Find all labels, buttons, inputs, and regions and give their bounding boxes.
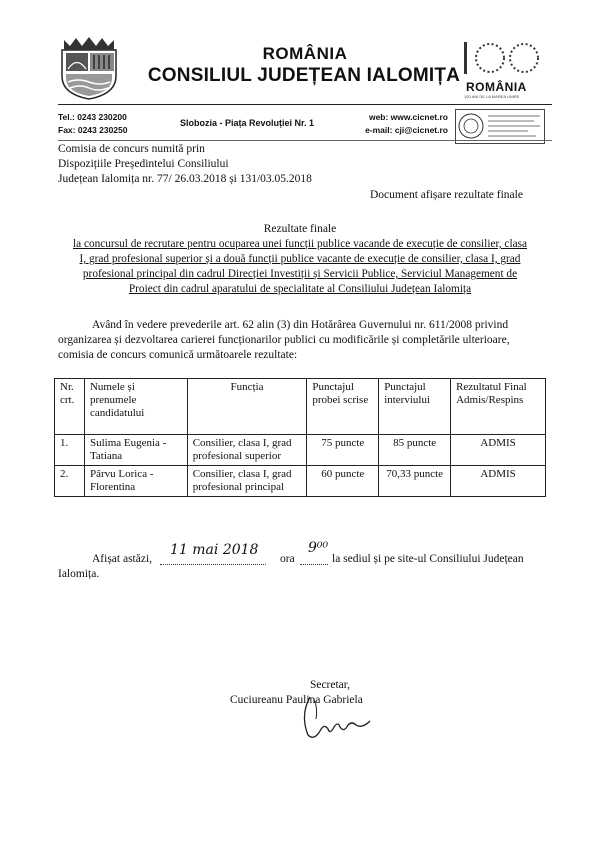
handwritten-signature [300, 695, 380, 745]
header-phone: Tel.: 0243 230200 [58, 112, 127, 122]
secretary-name: Cuciureanu Paulina Gabriela [230, 694, 363, 706]
posted-hour-field [300, 540, 328, 565]
header-country: ROMÂNIA [262, 44, 348, 63]
county-coat-of-arms [58, 36, 120, 100]
table-row [55, 435, 546, 466]
row-2-name: Pârvu Lorica - Florentina [84, 466, 187, 497]
header-email: e-mail: cji@cicnet.ro [365, 125, 448, 135]
header-web: web: www.cicnet.ro [368, 112, 448, 122]
row-1-result: ADMIS [451, 435, 546, 466]
posted-hour-handwritten: 9⁰⁰ [308, 540, 329, 556]
posted-date-field [160, 540, 266, 565]
header-position: Funcția [187, 379, 307, 435]
body-line-3: comisia de concurs comunică următoarele rezultate: [58, 349, 298, 361]
body-line-2: organizarea și dezvoltarea carierei funcționarilor publici cu modificările și completările ulterioare, [58, 334, 510, 346]
results-table [54, 378, 546, 497]
header-written-score: Punctajul probei scrise [307, 379, 379, 435]
commission-line-1: Comisia de concurs numită prin [58, 143, 205, 155]
title-line-3: profesional principal din cadrul Direcției Investiții și Servicii Publice, Serviciul Management de [82, 268, 518, 280]
document-type: Document afișare rezultate finale [370, 189, 523, 201]
row-2-result: ADMIS [451, 466, 546, 497]
header-nr: Nr. crt. [55, 379, 85, 435]
posted-line-2: Ialomița. [58, 568, 100, 580]
commission-line-2: Dispozițiile Președintelui Consiliului [58, 158, 229, 170]
row-1-interview-score: 85 puncte [379, 435, 451, 466]
header-final-result: Rezultatul Final Admis/Respins [451, 379, 546, 435]
header-fax: Fax: 0243 230250 [58, 125, 128, 135]
title-line-4: Proiect din cadrul aparatului de specialitate al Consiliului Județean Ialomița [128, 283, 472, 295]
table-row [55, 466, 546, 497]
posted-hour-label: ora [280, 553, 295, 565]
row-1-nr: 1. [55, 435, 85, 466]
row-1-name: Sulima Eugenia - Tatiana [84, 435, 187, 466]
body-line-1: Având în vedere prevederile art. 62 alin (3) din Hotărârea Guvernului nr. 611/2008 privind [92, 319, 509, 331]
row-2-interview-score: 70,33 puncte [379, 466, 451, 497]
posted-date-handwritten: 11 mai 2018 [170, 542, 259, 558]
header-candidate-name: Numele și prenumele candidatului [84, 379, 187, 435]
title-line-1: la concursul de recrutare pentru ocuparea unei funcții publice vacande de execuție de consilier, clasa [72, 238, 528, 250]
header-council-name: CONSILIUL JUDEȚEAN IALOMIȚA [147, 65, 461, 86]
posted-prefix: Afișat astăzi, [92, 553, 153, 565]
romania-centenary-logo [458, 36, 548, 102]
row-1-written-score: 75 puncte [307, 435, 379, 466]
iso-certification-stamp [455, 109, 545, 144]
table-header-row [55, 379, 546, 435]
row-2-written-score: 60 puncte [307, 466, 379, 497]
header-divider [58, 104, 552, 105]
logo-subtext: 100 ANI DE LA MAREA UNIRE [464, 94, 520, 99]
header-address: Slobozia - Piața Revoluției Nr. 1 [180, 118, 315, 128]
header-bottom-divider [58, 140, 552, 141]
row-1-position: Consilier, clasa I, grad profesional superior [187, 435, 307, 466]
logo-text: ROMÂNIA [466, 80, 527, 94]
secretary-role: Secretar, [309, 679, 351, 691]
row-2-position: Consilier, clasa I, grad profesional principal [187, 466, 307, 497]
commission-line-3: Județean Ialomița nr. 77/ 26.03.2018 și 131/03.05.2018 [58, 173, 312, 185]
row-2-nr: 2. [55, 466, 85, 497]
title-line-2: I, grad profesional superior și a două funcții publice vacante de execuție de consilier, clasa I, grad [79, 253, 521, 265]
header-interview-score: Punctajul interviului [379, 379, 451, 435]
results-heading: Rezultate finale [263, 223, 337, 235]
posted-suffix: la sediul și pe site-ul Consiliului Județean [332, 553, 524, 565]
